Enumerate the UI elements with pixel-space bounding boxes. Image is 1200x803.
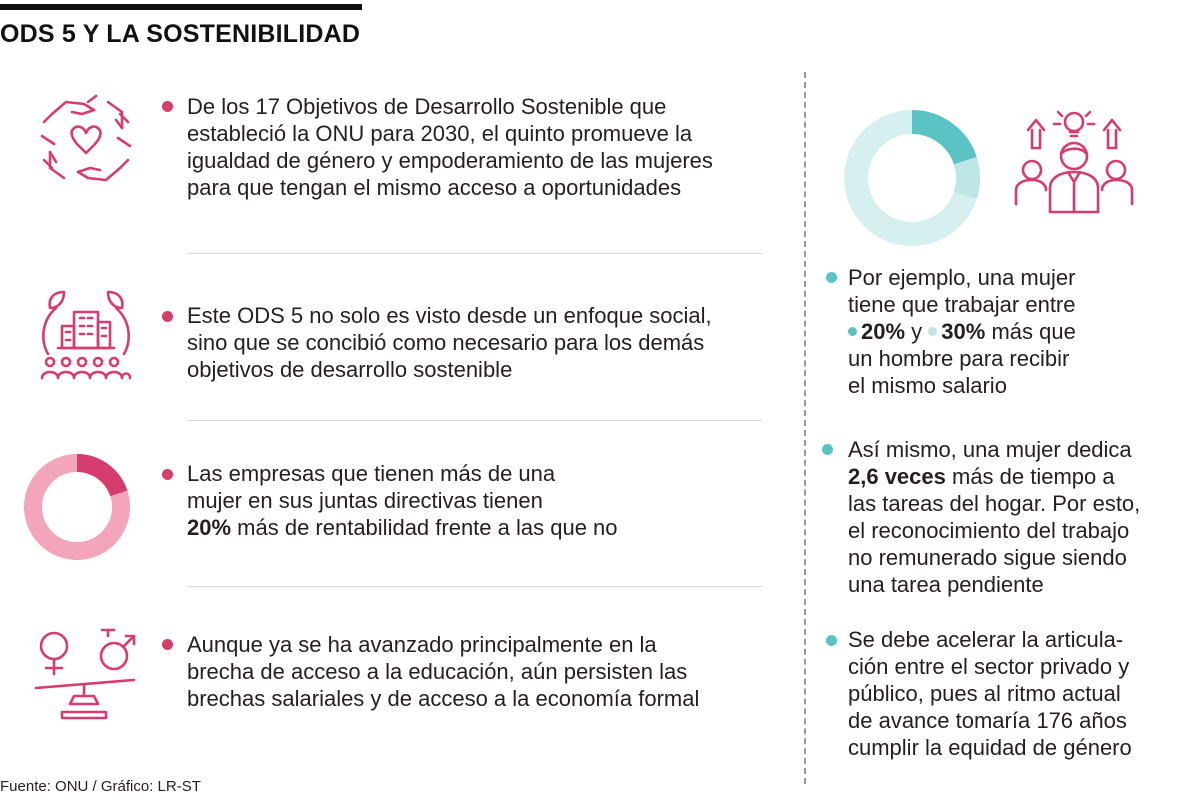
divider — [187, 420, 762, 421]
legend-dot-dark — [848, 327, 857, 336]
highlight-value: 20% — [187, 515, 232, 540]
item-4-line-2: brecha de acceso a la educación, aún persisten las — [187, 659, 688, 684]
city-community-icon — [36, 288, 136, 386]
item-1-line-3: igualdad de género y empoderamiento de las mujeres — [187, 148, 713, 173]
bullet-dot — [822, 444, 833, 455]
title-bar-accent — [0, 4, 362, 10]
value-30-percent: 30% — [941, 319, 986, 344]
hands-heart-icon — [36, 92, 136, 190]
item-1-line-4: para que tengan el mismo acceso a oportunidades — [187, 175, 682, 200]
right-3-line-1: Se debe acelerar la articula- — [848, 627, 1124, 652]
right-3-line-2: ción entre el sector privado y — [848, 654, 1130, 679]
right-1-line-3 — [848, 318, 1076, 345]
right-1-line-5: el mismo salario — [848, 373, 1007, 398]
item-2-line-3: objetivos de desarrollo sostenible — [187, 357, 513, 382]
legend-dot-light — [928, 327, 937, 336]
item-3-line-3 — [187, 514, 618, 541]
right-2-line-4: el reconocimiento del trabajo — [848, 518, 1130, 543]
bullet-dot — [162, 101, 173, 112]
value-20-percent: 20% — [861, 319, 906, 344]
page-title: ODS 5 Y LA SOSTENIBILIDAD — [0, 20, 361, 48]
item-4-line-3: brechas salariales y de acceso a la economía formal — [187, 686, 700, 711]
item-2-line-2: sino que se concibió como necesario para los demás — [187, 330, 705, 355]
right-1-line-1: Por ejemplo, una mujer — [848, 265, 1076, 290]
item-1-line-2: estableció la ONU para 2030, el quinto promueve la — [187, 121, 693, 146]
right-3-line-5: cumplir la equidad de género — [848, 735, 1132, 760]
item-3-tail: más de rentabilidad frente a las que no — [231, 515, 618, 540]
connector-text: y — [905, 319, 929, 344]
item-3-line-1: Las empresas que tienen más de una — [187, 461, 556, 486]
bullet-dot — [162, 311, 173, 322]
right-3-line-4: de avance tomaría 176 años — [848, 708, 1127, 733]
right-1-line-4: un hombre para recibir — [848, 346, 1070, 371]
bullet-dot — [826, 635, 837, 646]
right-2-line-2 — [848, 463, 1115, 490]
bullet-dot — [162, 639, 173, 650]
right-1-tail: más que — [985, 319, 1076, 344]
gender-scale-icon — [30, 626, 142, 726]
bullet-dot — [826, 272, 837, 283]
source-credit: Fuente: ONU / Gráfico: LR-ST — [0, 778, 201, 795]
right-2-line-1: Así mismo, una mujer dedica — [848, 437, 1132, 462]
item-2-line-1: Este ODS 5 no solo es visto desde un enfoque social, — [187, 303, 712, 328]
divider — [187, 253, 762, 254]
highlight-2-6-veces: 2,6 veces — [848, 464, 946, 489]
right-3-line-3: público, pues al ritmo actual — [848, 681, 1121, 706]
item-3-line-2: mujer en sus juntas directivas tienen — [187, 488, 543, 513]
donut-chart-icon — [22, 452, 132, 562]
right-2-line-5: no remunerado sigue siendo — [848, 545, 1127, 570]
team-leader-icon — [1008, 108, 1140, 214]
item-4-line-1: Aunque ya se ha avanzado principalmente en la — [187, 632, 657, 657]
right-2-line-3: las tareas del hogar. Por esto, — [848, 491, 1141, 516]
right-1-line-2: tiene que trabajar entre — [848, 292, 1076, 317]
column-divider — [804, 72, 806, 784]
teal-donut-chart — [842, 108, 982, 248]
item-1-line-1: De los 17 Objetivos de Desarrollo Sostenible que — [187, 94, 667, 119]
divider — [187, 586, 762, 587]
bullet-dot — [162, 469, 173, 480]
right-2-line-6: una tarea pendiente — [848, 572, 1044, 597]
right-2-tail: más de tiempo a — [945, 464, 1115, 489]
